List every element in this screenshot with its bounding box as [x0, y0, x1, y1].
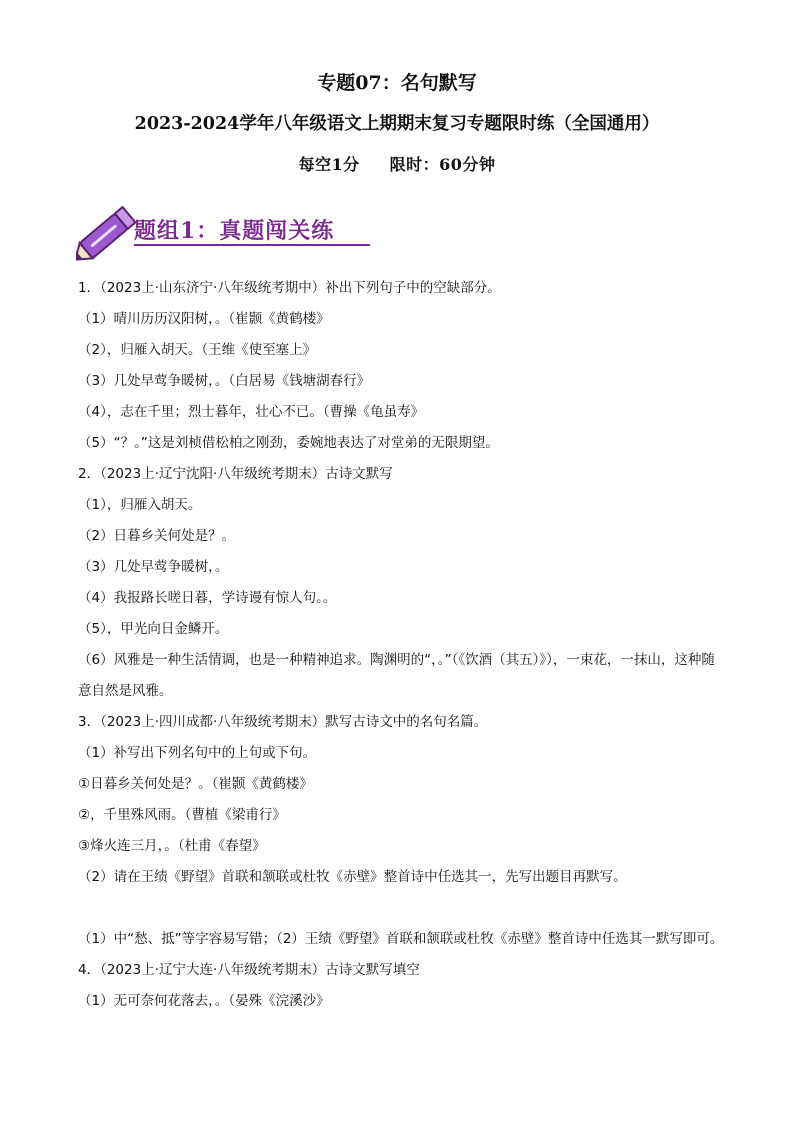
score-time-note	[0, 152, 794, 175]
section-banner-title: 题组1：真题闯关练	[134, 218, 335, 244]
page-subtitle: 2023-2024学年八年级语文上期期末复习专题限时练（全国通用）	[134, 114, 660, 134]
question-list	[78, 273, 724, 1017]
question-line: （2）日暮乡关何处是？。	[78, 528, 236, 544]
question-line: （1）补写出下列名句中的上句或下句。	[78, 745, 317, 761]
question-line: 2．（2023上·辽宁沈阳·八年级统考期末）古诗文默写	[78, 466, 393, 482]
question-line: （2）请在王绩《野望》首联和颔联或杜牧《赤壁》整首诗中任选其一，先写出题目再默写。	[78, 869, 627, 885]
question-line: （3）几处早莺争暖树，。	[78, 559, 229, 575]
answer-note: （1）中“愁、抵”等字容易写错；（2）王绩《野望》首联和颔联或杜牧《赤壁》整首诗中任选其一默写即可。	[78, 931, 724, 947]
banner-underline	[134, 244, 370, 246]
question-line: （5），甲光向日金鳞开。	[78, 621, 229, 637]
question-line: ②，千里殊风雨。（曹植《梁甫行》	[78, 807, 286, 823]
question-line: 4．（2023上·辽宁大连·八年级统考期末）古诗文默写填空	[78, 962, 420, 978]
question-line: （3）几处早莺争暖树，。（白居易《钱塘湖春行》	[78, 373, 371, 389]
question-line: （4）我报路长嗟日暮，学诗谩有惊人句。。	[78, 590, 337, 606]
time-note: 限时：60分钟	[389, 155, 496, 174]
question-line: （1）无可奈何花落去，。（晏殊《浣溪沙》	[78, 993, 330, 1009]
blank-line	[78, 893, 724, 924]
score-note: 每空1分	[298, 155, 360, 174]
question-line: （4），志在千里；烈士暮年，壮心不已。（曹操《龟虽寿》	[78, 404, 425, 420]
page-title: 专题07：名句默写	[317, 72, 477, 94]
question-line: ③烽火连三月，。（杜甫《春望》	[78, 838, 266, 854]
question-line: （2），归雁入胡天。（王维《使至塞上》	[78, 342, 317, 358]
question-line: （1），归雁入胡天。	[78, 497, 202, 513]
question-line: （1）晴川历历汉阳树，。（崔颢《黄鹤楼》	[78, 311, 330, 327]
question-line: （6）风雅是一种生活情调，也是一种精神追求。陶渊明的“，。”（《饮酒（其五）》），一束花，一抹山，这种随意自然是风雅。	[78, 652, 715, 699]
question-line: ①日暮乡关何处是？。（崔颢《黄鹤楼》	[78, 776, 313, 792]
question-line: 3．（2023上·四川成都·八年级统考期末）默写古诗文中的名句名篇。	[78, 714, 488, 730]
question-line: 1．（2023上·山东济宁·八年级统考期中）补出下列句子中的空缺部分。	[78, 280, 501, 296]
question-line: （5）“？。”这是刘桢借松柏之刚劲，委婉地表达了对堂弟的无限期望。	[78, 435, 499, 451]
